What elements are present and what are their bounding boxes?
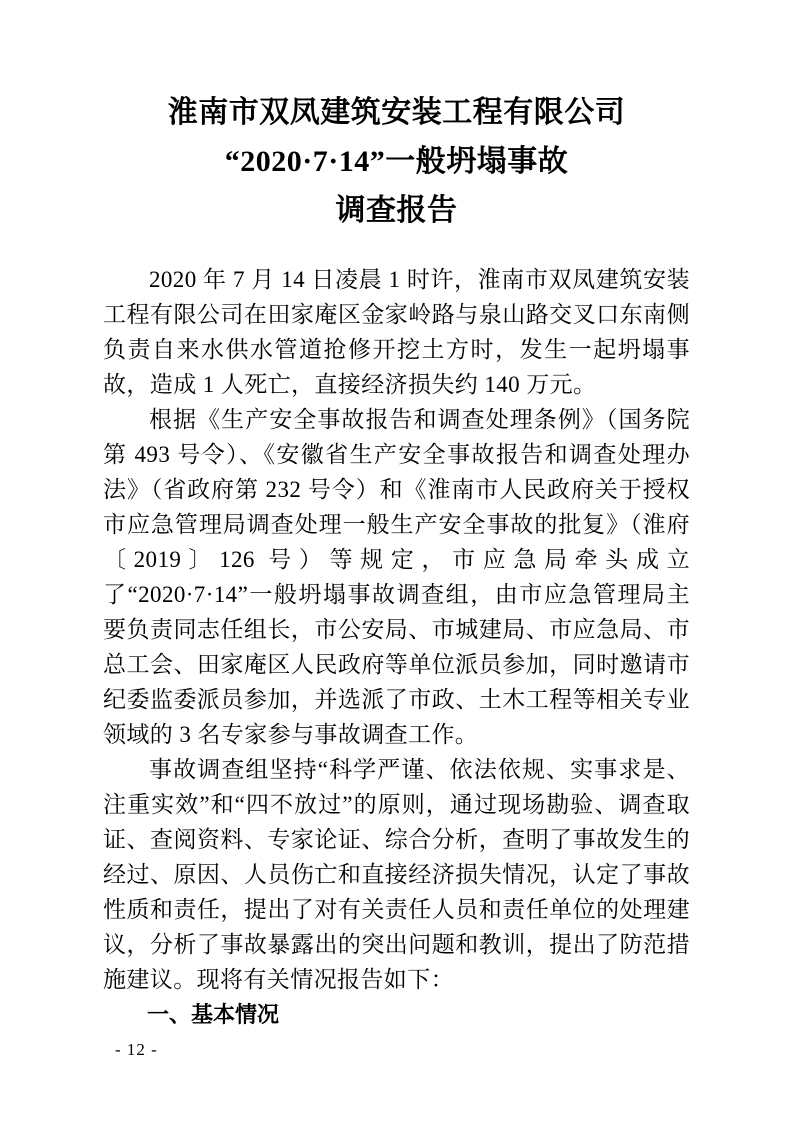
paragraph-investigation-principles: 事故调查组坚持“科学严谨、依法依规、实事求是、注重实效”和“四不放过”的原则，通过现场勘验、调查取证、查阅资料、专家论证、综合分析，查明了事故发生的经过、原因、人员伤亡和直接经济损失情况，认定了事故性质和责任，提出了对有关责任人员和责任单位的处理建议，分析了事故暴露出的突出问题和教训，提出了防范措施建议。现将有关情况报告如下： bbox=[103, 757, 690, 992]
section-heading-basic-situation: 一、基本情况 bbox=[147, 1002, 280, 1027]
paragraph-investigation-basis: 根据《生产安全事故报告和调查处理条例》（国务院第 493 号令）、《安徽省生产安全事故报告和调查处理办法》（省政府第 232 号令）和《淮南市人民政府关于授权市应急管理局调查处理一般生产安全事故的批复》（淮府〔2019〕126 号）等规定，市应急局牵头成立了“2020·7·14”一般坍塌事故调查组，由市应急管理局主要负责同志任组长，市公安局、市城建局、市应急局、市总工会、田家庵区人民政府等单位派员参加，同时邀请市纪委监委派员参加，并选派了市政、土木工程等相关专业领域的 3 名专家参与事故调查工作。 bbox=[103, 407, 690, 747]
document-body bbox=[103, 262, 690, 1032]
document-title bbox=[103, 88, 690, 235]
page-number: - 12 - bbox=[115, 1040, 158, 1059]
title-line-report: 调查报告 bbox=[335, 194, 458, 227]
title-line-company: 淮南市双凤建筑安装工程有限公司 bbox=[167, 96, 626, 129]
title-line-accident: “2020·7·14”一般坍塌事故 bbox=[224, 145, 569, 178]
paragraph-accident-summary: 2020 年 7 月 14 日凌晨 1 时许，淮南市双凤建筑安装工程有限公司在田家庵区金家岭路与泉山路交叉口东南侧负责自来水供水管道抢修开挖土方时，发生一起坍塌事故，造成 1 人死亡，直接经济损失约 140 万元。 bbox=[103, 267, 690, 397]
